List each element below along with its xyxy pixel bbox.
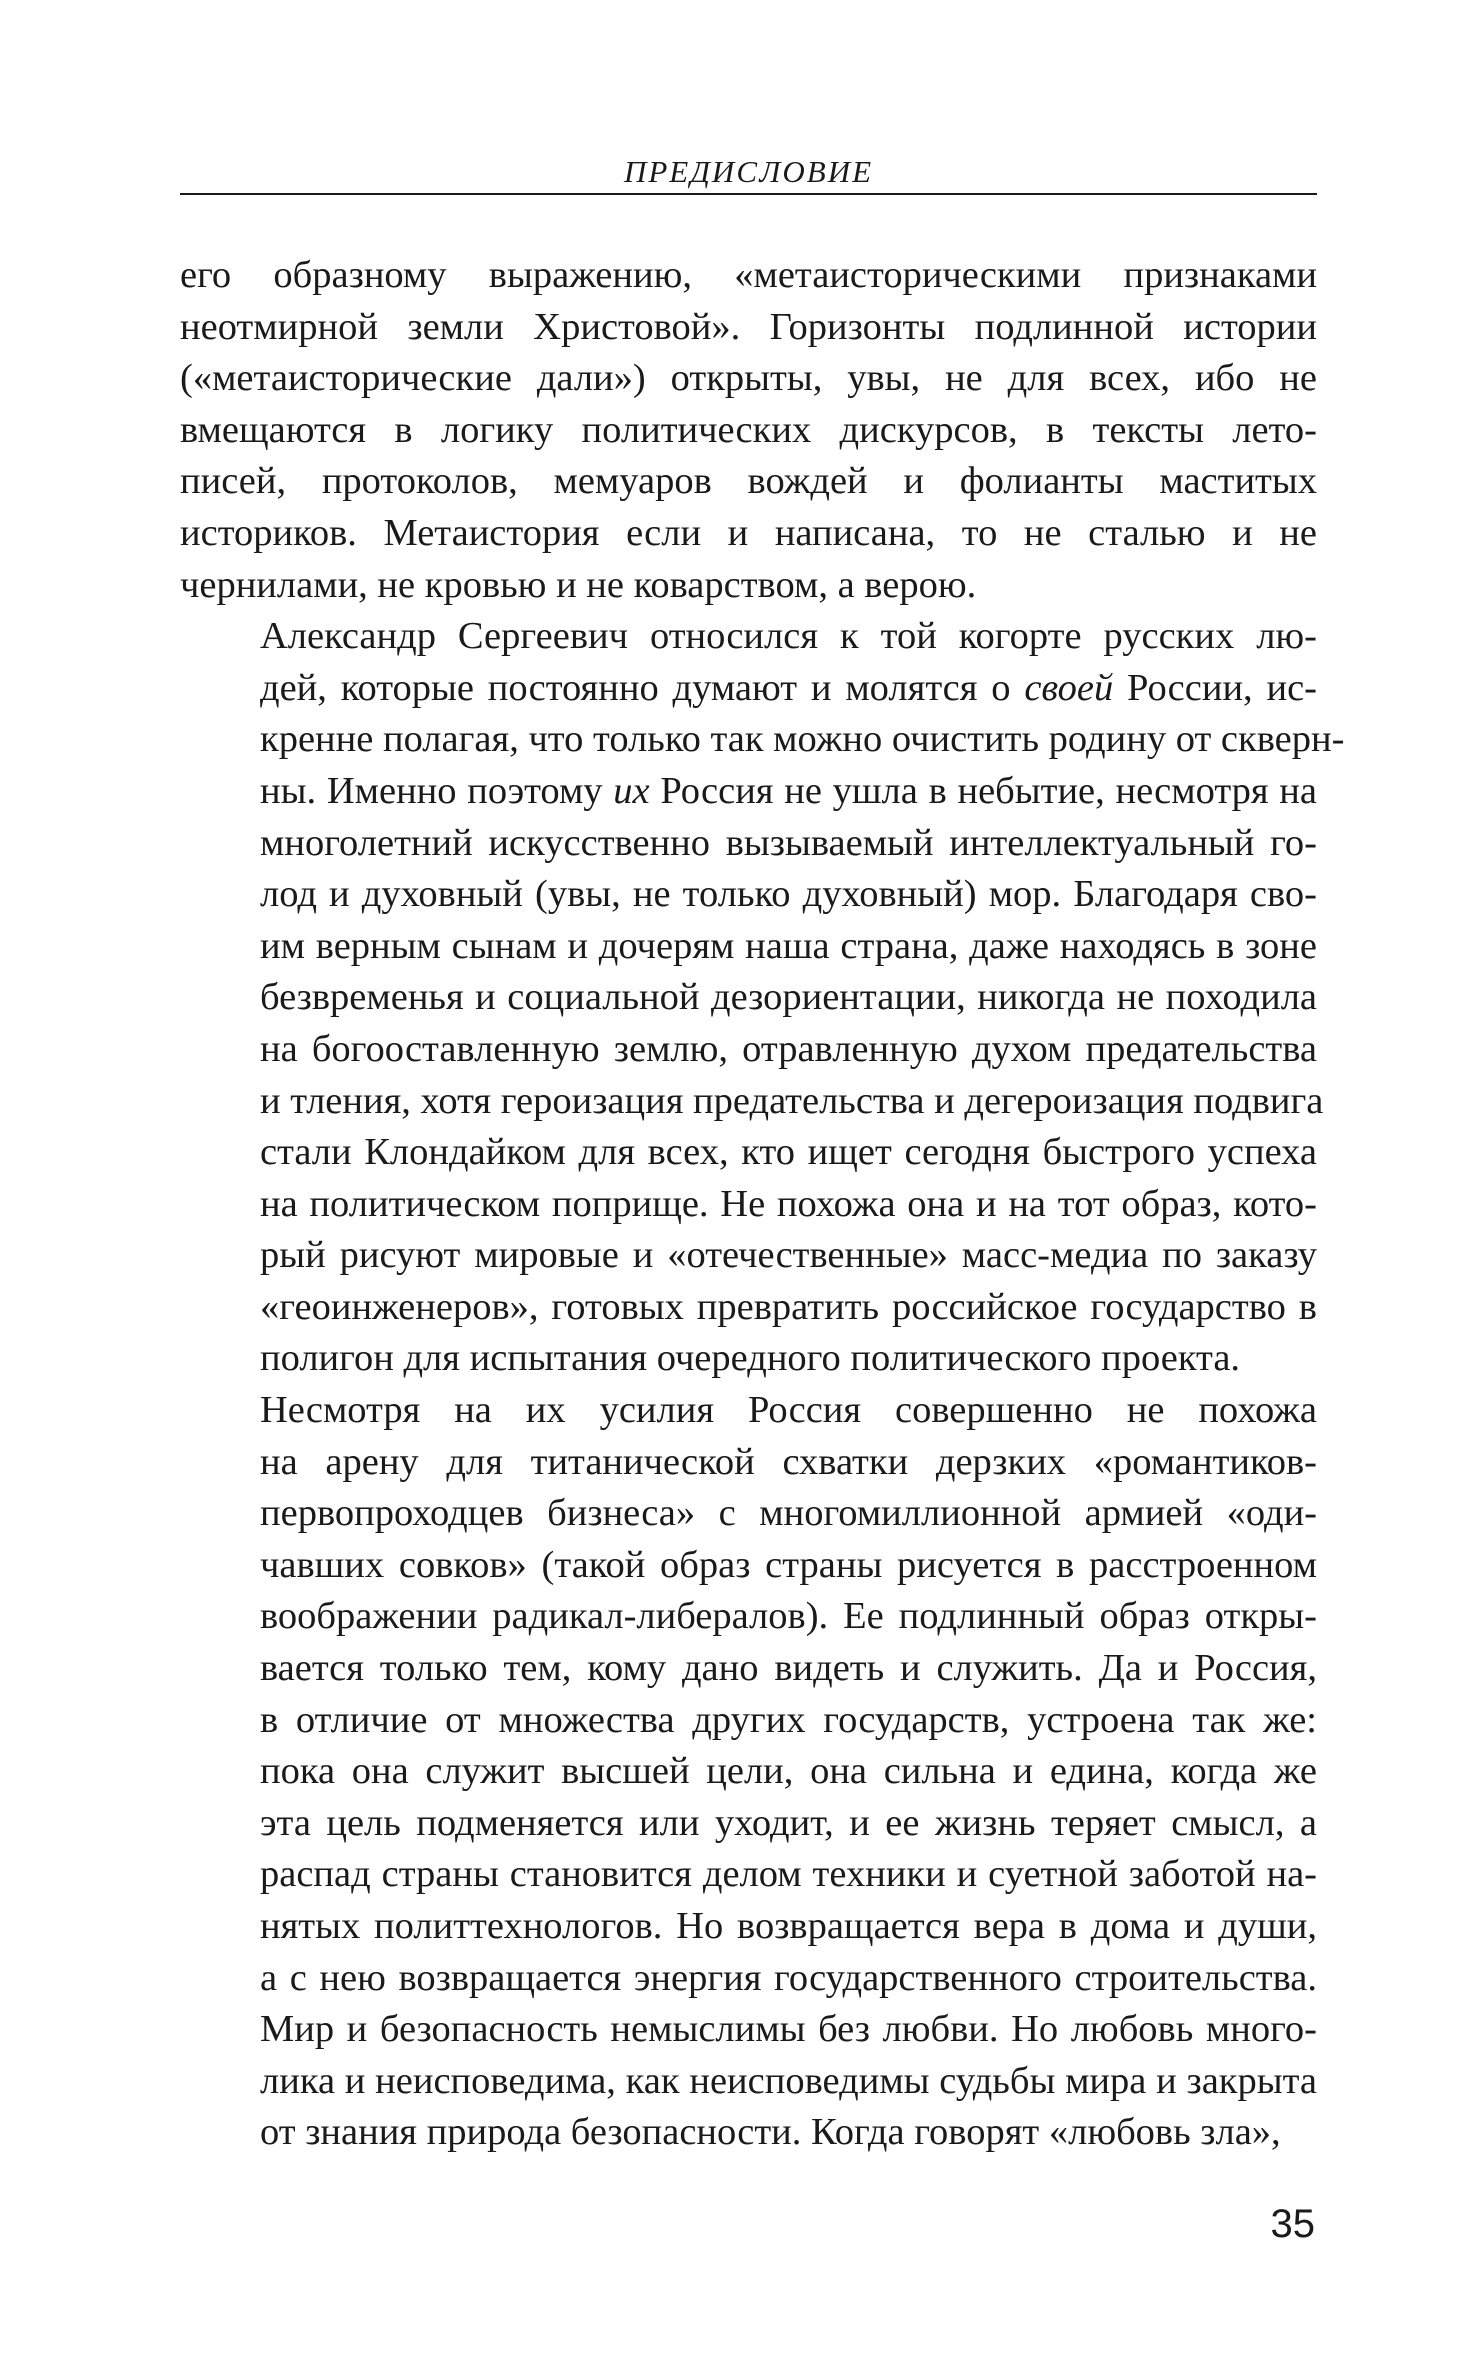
text-line: эта цель подменяется или уходит, и ее жизнь теряет смысл, а [260,1801,1317,1844]
text-line: первопроходцев бизнеса» с многомиллионной армией «оди- [260,1492,1317,1535]
paragraph [180,611,1345,1385]
text-line: на арену для титанической схватки дерзких «романтиков- [260,1440,1317,1483]
text-line: и тления, хотя героизация предательства и дегероизация подвига [260,1079,1324,1122]
text-line: чавших совков» (такой образ страны рисуется в расстроенном [260,1543,1317,1586]
text-line: Мир и безопасность немыслимы без любви. Но любовь много- [260,2008,1317,2051]
paragraph [180,250,1317,611]
text-line: рый рисуют мировые и «отечественные» масс-медиа по заказу [260,1234,1317,1277]
text-line: вается только тем, кому дано видеть и служить. Да и Россия, [260,1647,1317,1690]
text-line: лика и неисповедима, как неисповедимы судьбы мира и закрыта [260,2059,1317,2102]
body-text [180,250,1345,2159]
text-line: вмещаются в логику политических дискурсов, в тексты лето- [180,408,1317,451]
text-line: а с нею возвращается энергия государственного строительства. [260,1956,1317,1999]
text-line: Александр Сергеевич относился к той когорте русских лю- [260,615,1317,658]
text-line: Несмотря на их усилия Россия совершенно не похожа [260,1389,1317,1432]
text-line: полигон для испытания очередного политического проекта. [260,1337,1241,1380]
text-line: «геоинженеров», готовых превратить российское государство в [260,1285,1317,1328]
text-line: воображении радикал-либералов). Ее подлинный образ откры- [260,1595,1317,1638]
text-line: стали Клондайком для всех, кто ищет сегодня быстрого успеха [260,1131,1317,1174]
text-line: кренне полагая, что только так можно очистить родину от скверн- [260,718,1345,761]
text-line: безвременья и социальной дезориентации, никогда не походила [260,976,1317,1019]
text-line: писей, протоколов, мемуаров вождей и фолианты маститых [180,460,1317,503]
text-line: лод и духовный (увы, не только духовный) мор. Благодаря сво- [260,873,1317,916]
text-line: на политическом поприще. Не похожа она и на тот образ, кото- [260,1182,1317,1225]
text-line: распад страны становится делом техники и суетной заботой на- [260,1853,1317,1896]
page-number: 35 [1270,2202,1315,2246]
text-line: дей, которые постоянно думают и молятся о своей России, ис- [260,666,1318,709]
paragraph [180,1385,1317,2159]
text-line: историков. Метаистория если и написана, то не сталью и не [180,511,1317,554]
text-line: неотмирной земли Христовой». Горизонты подлинной истории [180,305,1317,348]
text-line: в отличие от множества других государств, устроена так же: [260,1698,1317,1741]
text-line: им верным сынам и дочерям наша страна, даже находясь в зоне [260,924,1317,967]
text-line: ны. Именно поэтому их Россия не ушла в небытие, несмотря на [260,769,1317,812]
text-line: многолетний искусственно вызываемый интеллектуальный го- [260,821,1317,864]
text-line: пока она служит высшей цели, она сильна и едина, когда же [260,1750,1317,1793]
running-head: ПРЕДИСЛОВИЕ [623,154,874,189]
text-line: («метаисторические дали») открыты, увы, не для всех, ибо не [180,357,1317,400]
text-line: нятых политтехнологов. Но возвращается вера в дома и души, [260,1905,1317,1947]
text-line: от знания природа безопасности. Когда говорят «любовь зла», [260,2111,1281,2154]
text-line: чернилами, не кровью и не коварством, а верою. [180,563,977,606]
header-rule [180,193,1317,195]
text-line: на богооставленную землю, отравленную духом предательства [260,1027,1317,1070]
text-line: его образному выражению, «метаисторическими признаками [180,254,1317,296]
